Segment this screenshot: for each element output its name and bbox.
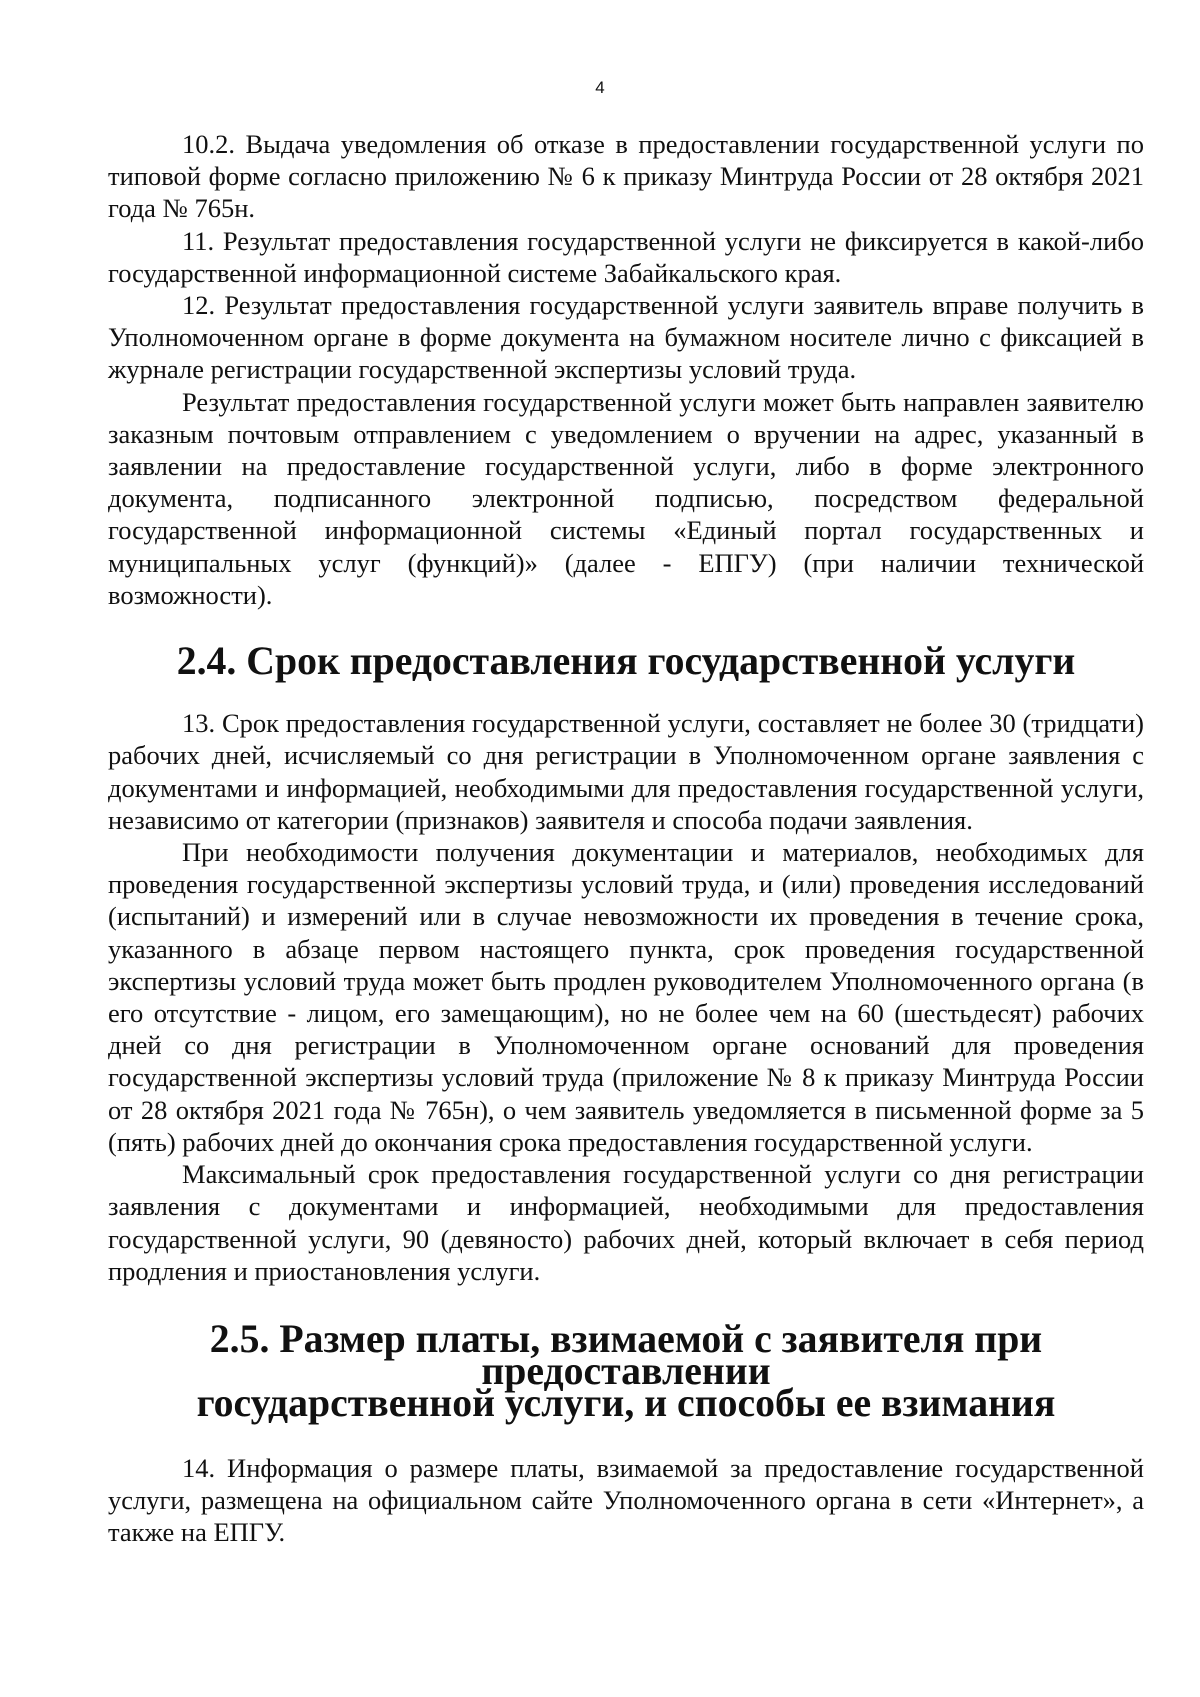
paragraph-13-extension: При необходимости получения документации и материалов, необходимых для проведения государственной экспертизы условий труда, и (или) проведения исследований (испытаний) и измерений или в случае невозможности их проведения в течение срока, указанного в абзаце первом настоящего пункта, срок проведения государственной экспертизы условий труда может быть продлен руководителем Уполномоченного органа (в его отсутствие - лицом, его замещающим), но не более чем на 60 (шестьдесят) рабочих дней со дня регистрации в Уполномоченном органе оснований для проведения государственной экспертизы условий труда (приложение № 8 к приказу Минтруда России от 28 октября 2021 года № 765н), о чем заявитель уведомляется в письменной форме за 5 (пять) рабочих дней до окончания срока предоставления государственной услуги. [108,837,1144,1157]
document-body [108,128,1144,1548]
paragraph-11: 11. Результат предоставления государственной услуги не фиксируется в какой-либо государственной информационной системе Забайкальского края. [108,225,1144,288]
paragraph-13: 13. Срок предоставления государственной услуги, составляет не более 30 (тридцати) рабочих дней, исчисляемый со дня регистрации в Уполномоченном органе заявления с документами и информацией, необходимыми для предоставления государственной услуги, независимо от категории (признаков) заявителя и способа подачи заявления. [108,708,1144,835]
section-heading-2-4-text: 2.4. Срок предоставления государственной услуги [176,639,1076,684]
paragraph-10-2: 10.2. Выдача уведомления об отказе в предоставлении государственной услуги по типовой форме согласно приложению № 6 к приказу Минтруда России от 28 октября 2021 года № 765н. [108,129,1144,224]
page-number: 4 [595,78,605,97]
paragraph-14: 14. Информация о размере платы, взимаемой за предоставление государственной услуги, размещена на официальном сайте Уполномоченного органа в сети «Интернет», а также на ЕПГУ. [108,1452,1144,1547]
paragraph-12: 12. Результат предоставления государственной услуги заявитель вправе получить в Уполномоченном органе в форме документа на бумажном носителе лично с фиксацией в журнале регистрации государственной экспертизы условий труда. [108,290,1144,385]
section-heading-2-5-line1: 2.5. Размер платы, взимаемой с заявителя при предоставлении [209,1316,1043,1394]
section-heading-2-5 [108,1316,1144,1426]
section-heading-2-5-line2: государственной услуги, и способы ее взимания [196,1381,1056,1426]
section-heading-2-4 [108,639,1144,684]
paragraph-13-max-term: Максимальный срок предоставления государственной услуги со дня регистрации заявления с документами и информацией, необходимыми для предоставления государственной услуги, 90 (девяносто) рабочих дней, который включает в себя период продления и приостановления услуги. [108,1159,1144,1286]
paragraph-12-result-delivery: Результат предоставления государственной услуги может быть направлен заявителю заказным почтовым отправлением с уведомлением о вручении на адрес, указанный в заявлении на предоставление государственной услуги, либо в форме электронного документа, подписанного электронной подписью, посредством федеральной государственной информационной системы «Единый портал государственных и муниципальных услуг (функций)» (далее - ЕПГУ) (при наличии технической возможности). [108,386,1144,610]
